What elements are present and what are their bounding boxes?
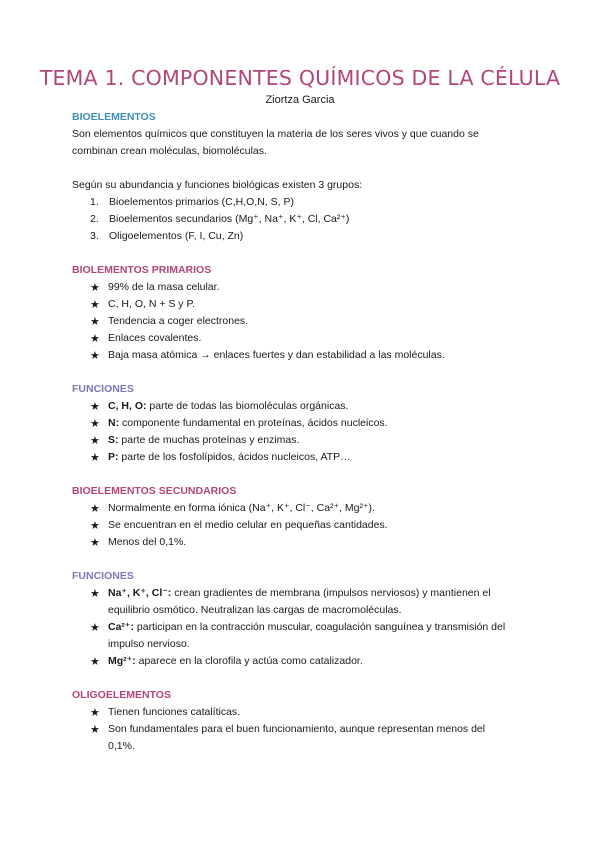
heading-primarios: BIOLEMENTOS PRIMARIOS: [72, 264, 212, 276]
list-item: [90, 230, 243, 242]
list-number: 1.: [90, 196, 99, 208]
star-icon: ★: [90, 418, 100, 430]
star-icon: ★: [90, 282, 100, 294]
list-text: 99% de la masa celular.: [108, 281, 220, 293]
list-text: parte de muchas proteínas y enzimas.: [118, 434, 300, 446]
star-icon: ★: [90, 401, 100, 413]
heading-oligoelementos: OLIGOELEMENTOS: [72, 689, 171, 701]
groups-intro: Según su abundancia y funciones biológicas existen 3 grupos:: [72, 179, 363, 191]
list-text: Bioelementos primarios (C,H,O,N, S, P): [109, 196, 294, 208]
list-text-continued: equilibrio osmótico. Neutralizan las cargas de macromoléculas.: [108, 604, 402, 616]
list-text: Enlaces covalentes.: [108, 332, 202, 344]
star-icon: ★: [90, 656, 100, 668]
list-term: Ca²⁺:: [108, 621, 134, 633]
document-title: TEMA 1. COMPONENTES QUÍMICOS DE LA CÉLULA: [39, 66, 561, 90]
list-text: componente fundamental en proteínas, ácidos nucleicos.: [119, 417, 388, 429]
star-icon: ★: [90, 707, 100, 719]
list-item: [90, 196, 294, 208]
list-text: Son fundamentales para el buen funcionamiento, aunque representan menos del: [108, 723, 486, 735]
list-text: Menos del 0,1%.: [108, 536, 187, 548]
list-term: Na⁺, K⁺, Cl⁻:: [108, 587, 172, 599]
list-text: Normalmente en forma iónica (Na⁺, K⁺, Cl⁻, Ca²⁺, Mg²⁺).: [108, 502, 375, 514]
list-term: C, H, O:: [108, 400, 147, 412]
list-text: Baja masa atómica → enlaces fuertes y dan estabilidad a las moléculas.: [108, 349, 445, 361]
list-text: crean gradientes de membrana (impulsos nerviosos) y mantienen el: [171, 587, 491, 599]
list-text: Bioelementos secundarios (Mg⁺, Na⁺, K⁺, Cl, Ca²⁺): [109, 213, 350, 225]
star-icon: ★: [90, 435, 100, 447]
intro-line-2: combinan crean moléculas, biomoléculas.: [72, 145, 267, 157]
list-text-continued: 0,1%.: [108, 740, 135, 752]
list-text-continued: impulso nervioso.: [108, 638, 190, 650]
star-icon: ★: [90, 588, 100, 600]
star-icon: ★: [90, 350, 100, 362]
heading-funciones-primarios: FUNCIONES: [72, 383, 134, 395]
star-icon: ★: [90, 622, 100, 634]
heading-funciones-secundarios: FUNCIONES: [72, 570, 134, 582]
star-icon: ★: [90, 316, 100, 328]
list-term: N:: [108, 417, 120, 429]
list-text: Tendencia a coger electrones.: [108, 315, 249, 327]
list-text: Se encuentran en el medio celular en pequeñas cantidades.: [108, 519, 388, 531]
list-number: 3.: [90, 230, 99, 242]
list-text: C, H, O, N + S y P.: [108, 298, 196, 310]
star-icon: ★: [90, 537, 100, 549]
heading-secundarios: BIOELEMENTOS SECUNDARIOS: [72, 485, 237, 497]
heading-bioelementos: BIOELEMENTOS: [72, 111, 156, 123]
star-icon: ★: [90, 299, 100, 311]
list-text: parte de todas las biomoléculas orgánicas.: [146, 400, 349, 412]
author-name: Ziortza Garcia: [265, 94, 335, 106]
list-term: P:: [108, 451, 119, 463]
list-term: S:: [108, 434, 119, 446]
list-text: aparece en la clorofila y actúa como catalizador.: [135, 655, 363, 667]
list-item: [90, 213, 349, 225]
list-text: participan en la contracción muscular, coagulación sanguínea y transmisión del: [133, 621, 506, 633]
star-icon: ★: [90, 503, 100, 515]
star-icon: ★: [90, 724, 100, 736]
list-number: 2.: [90, 213, 99, 225]
star-icon: ★: [90, 520, 100, 532]
list-text: Oligoelementos (F, I, Cu, Zn): [109, 230, 244, 242]
star-icon: ★: [90, 333, 100, 345]
list-term: Mg²⁺:: [108, 655, 136, 667]
list-text: parte de los fosfolípidos, ácidos nucleicos, ATP…: [118, 451, 351, 463]
star-icon: ★: [90, 452, 100, 464]
list-text: Tienen funciones catalíticas.: [108, 706, 241, 718]
intro-line-1: Son elementos químicos que constituyen la materia de los seres vivos y que cuando se: [72, 128, 479, 140]
